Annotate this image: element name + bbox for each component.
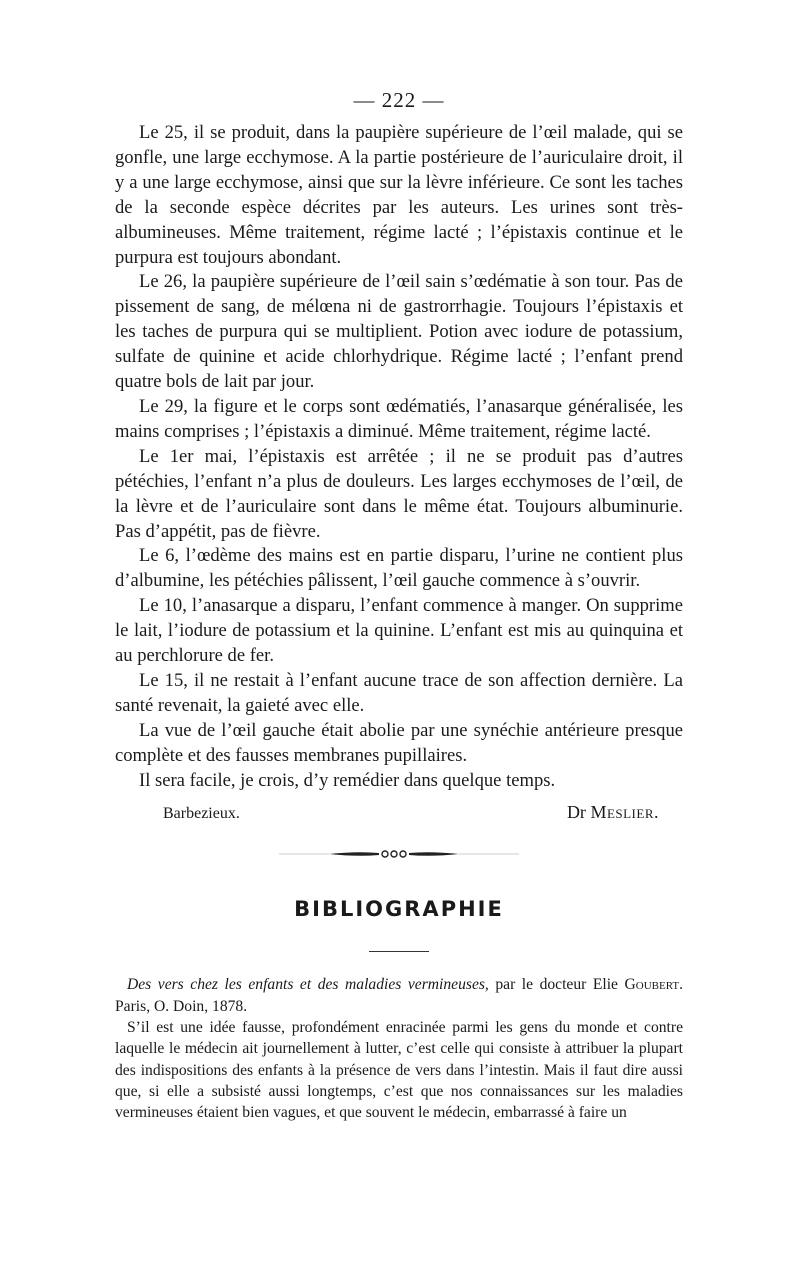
reference-author: Goubert.	[624, 976, 683, 994]
reference-publisher: Paris, O. Doin, 1878.	[115, 997, 248, 1015]
signature-author	[567, 802, 659, 823]
book-page	[115, 88, 683, 1124]
signature-place: Barbezieux.	[163, 805, 240, 823]
paragraph: Le 10, l’anasarque a disparu, l’enfant commence à manger. On supprime le lait, l’iodure de potassium et la quinine. L’enfant est mis au quinquina et au perchlorure de fer.	[115, 595, 683, 667]
paragraph: Le 1er mai, l’épistaxis est arrêtée ; il ne se produit pas d’autres pétéchies, l’enfant n’a plus de douleurs. Les larges ecchymoses de l’œil, de la lèvre et de l’auriculaire sont dans le même état. Toujours albuminurie. Pas d’appétit, pas de fièvre.	[115, 445, 683, 542]
paragraph: Il sera facile, je crois, d’y remédier dans quelque temps.	[139, 769, 556, 791]
paragraph: Le 29, la figure et le corps sont œdématiés, l’anasarque généralisée, les mains comprises ; l’épistaxis a diminué. Même traitement, régime lacté.	[115, 395, 683, 442]
bibliography-reference	[115, 974, 683, 1017]
ornament-divider-icon	[279, 848, 519, 860]
page-number: — 222 —	[353, 88, 445, 112]
case-report-text	[115, 121, 683, 793]
bibliography-section	[115, 974, 683, 1123]
author-name: Meslier.	[590, 802, 659, 823]
reference-by: par le docteur Elie	[488, 976, 625, 994]
ornament-divider	[115, 845, 683, 863]
paragraph: Le 15, il ne restait à l’enfant aucune trace de son affection dernière. La santé revenait, la gaieté avec elle.	[115, 669, 683, 716]
reference-title: Des vers chez les enfants et des maladies vermineuses,	[127, 976, 489, 994]
paragraph: Le 26, la paupière supérieure de l’œil sain s’œdématie à son tour. Pas de pissement de sang, de mélœna ni de gastrorrhagie. Toujours l’épistaxis et les taches de purpura qui se multiplient. Potion avec iodure de potassium, sulfate de quinine et acide chlorhydrique. Régime lacté ; l’enfant prend quatre bols de lait par jour.	[115, 271, 683, 393]
paragraph: Le 25, il se produit, dans la paupière supérieure de l’œil malade, qui se gonfle, une large ecchymose. A la partie postérieure de l’auriculaire droit, il y a une large ecchymose, ainsi que sur la lèvre inférieure. Ce sont les taches de la seconde espèce décrites par les auteurs. Les urines sont très-albumineuses. Même traitement, régime lacté ; l’épistaxis continue et le purpura est toujours abondant.	[115, 122, 683, 268]
author-prefix: Dr	[566, 802, 586, 823]
signature-block	[115, 795, 683, 823]
section-title: BIBLIOGRAPHIE	[294, 897, 504, 922]
title-rule	[369, 951, 429, 952]
paragraph: La vue de l’œil gauche était abolie par une synéchie antérieure presque complète et des fausses membranes pupillaires.	[115, 719, 683, 766]
bibliography-paragraph: S’il est une idée fausse, profondément enracinée parmi les gens du monde et contre laquelle le médecin ait journellement à lutter, c’est celle qui consiste à attribuer la plupart des indispositions des enfants à la présence de vers dans l’intestin. Mais il faut dire aussi que, si elle a subsisté aussi longtemps, c’est que nos connaissances sur les maladies vermineuses étaient bien vagues, et que souvent le médecin, embarrassé à faire un	[115, 1019, 683, 1122]
paragraph: Le 6, l’œdème des mains est en partie disparu, l’urine ne contient plus d’albumine, les pétéchies pâlissent, l’œil gauche commence à s’ouvrir.	[115, 545, 683, 592]
